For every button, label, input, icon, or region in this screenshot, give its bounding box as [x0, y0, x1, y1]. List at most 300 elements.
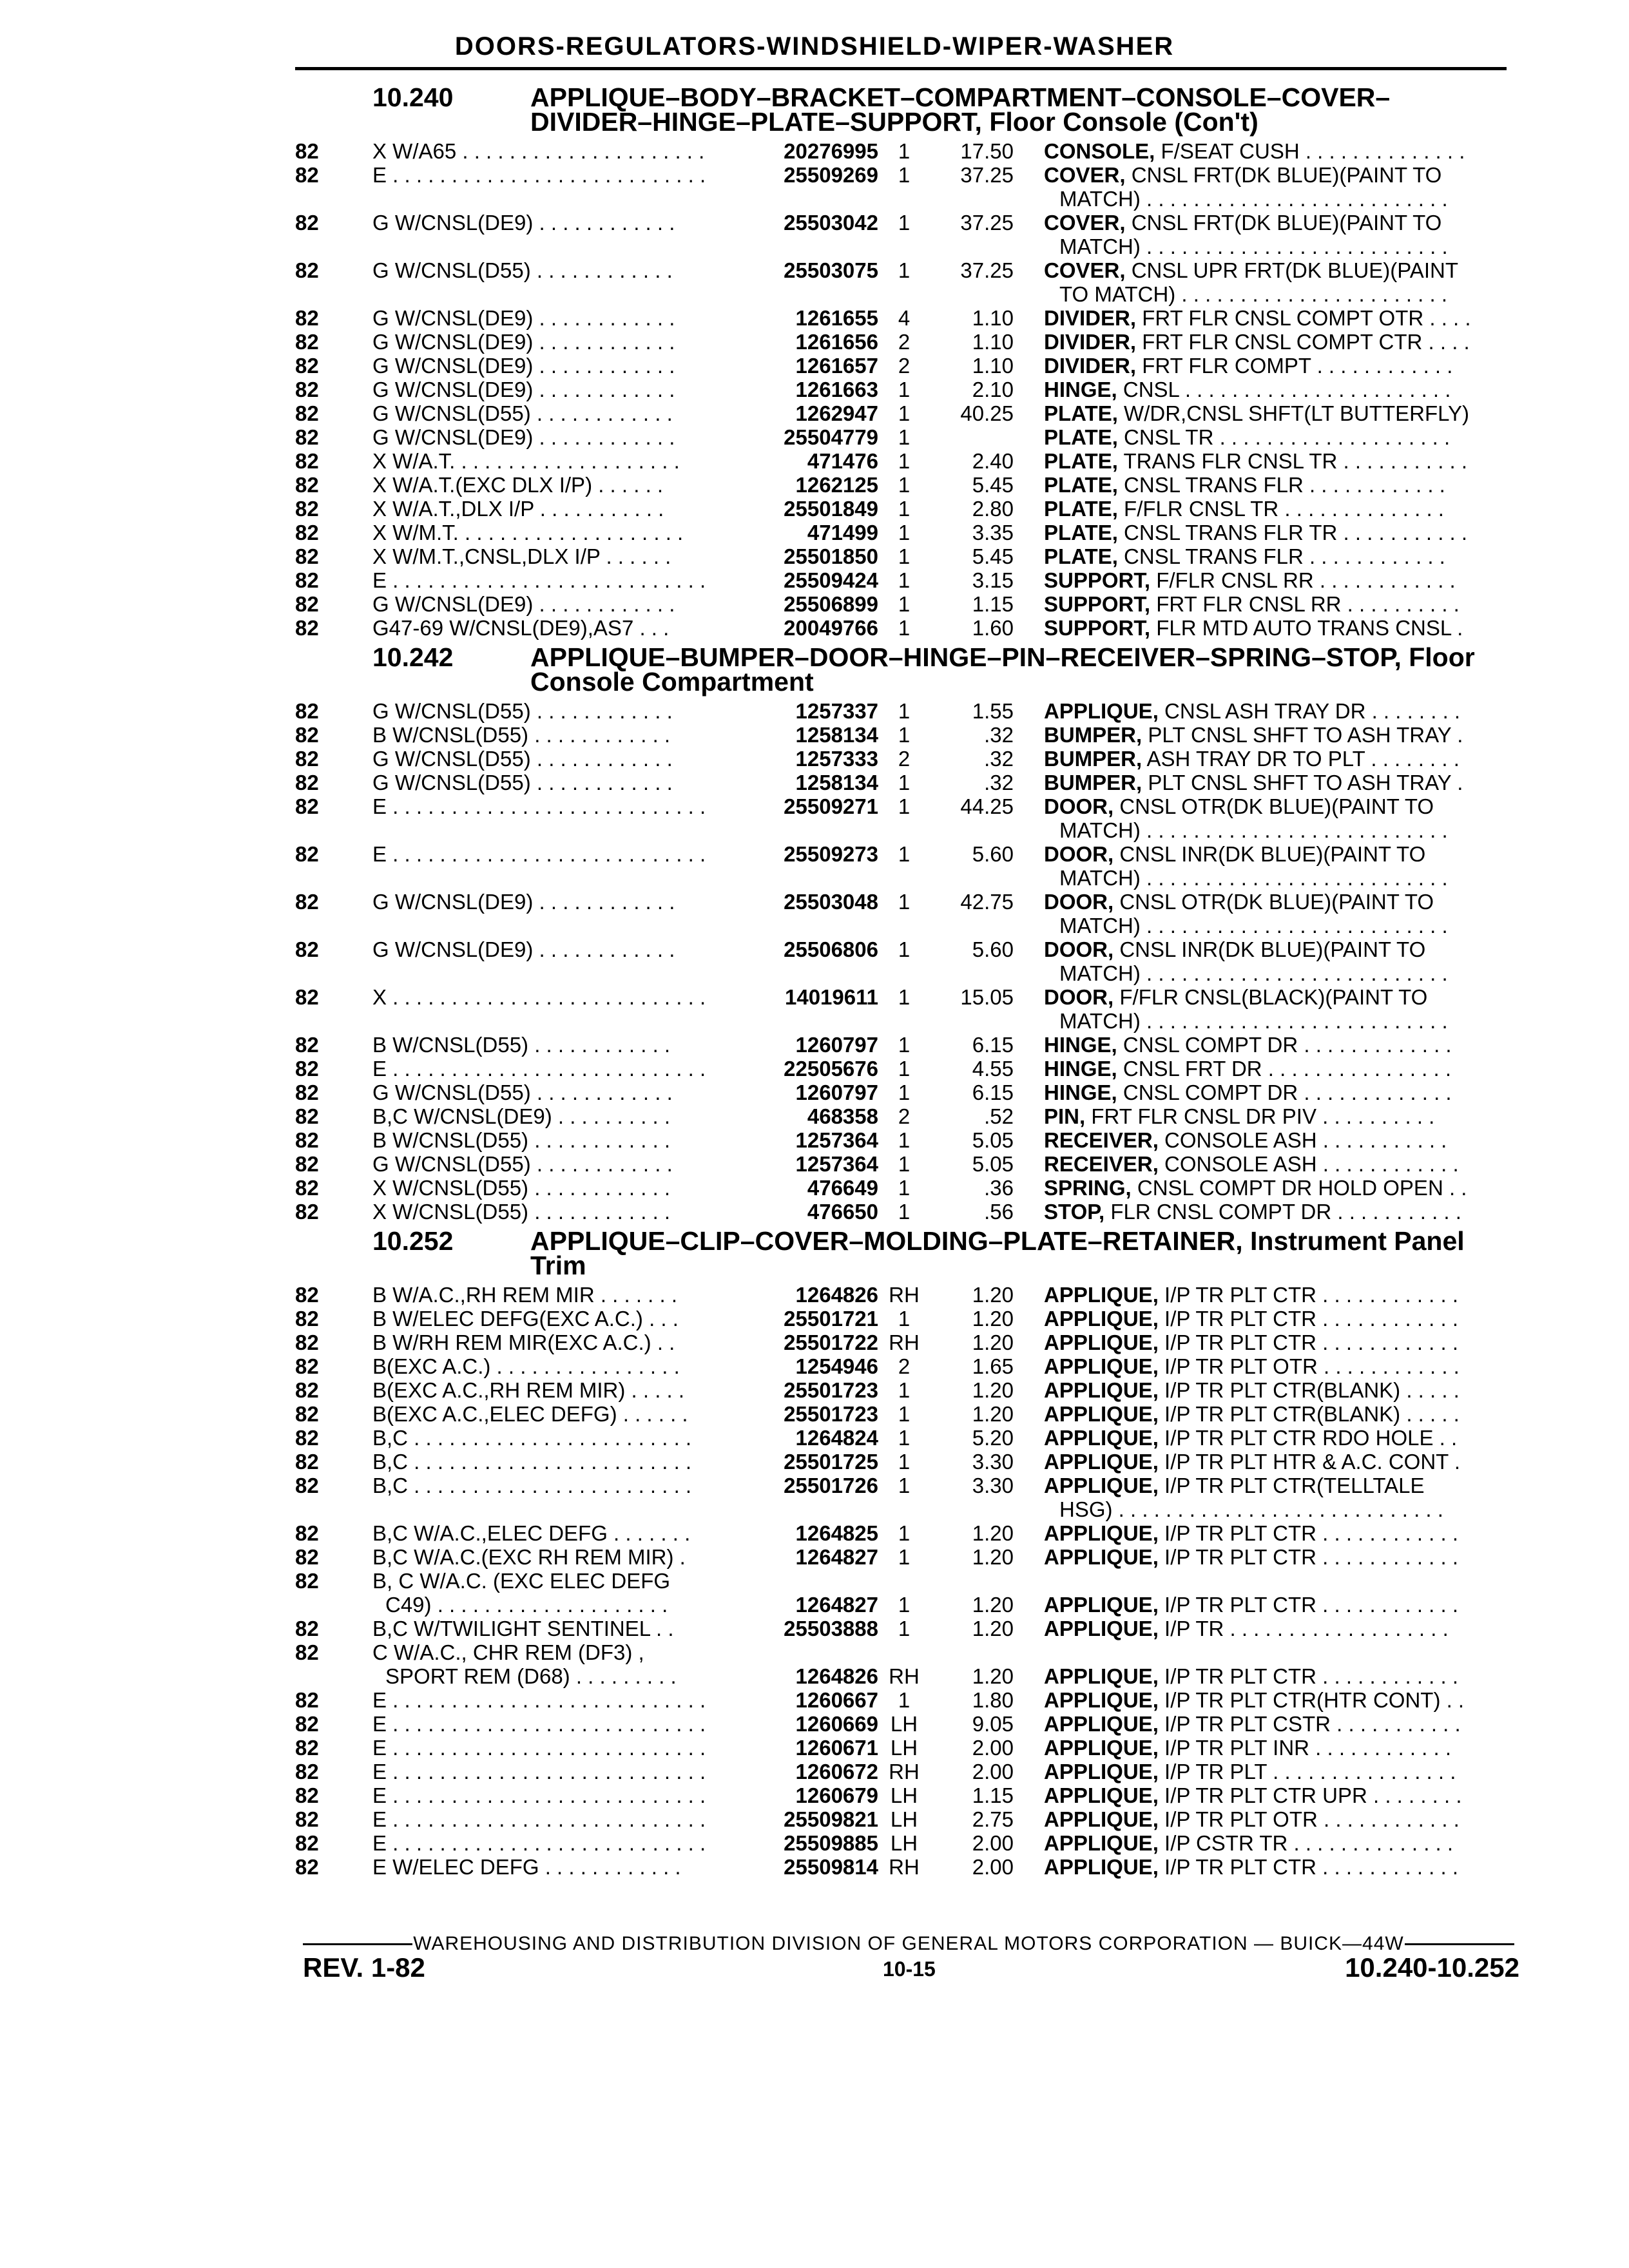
catalog-section — [295, 642, 1507, 1224]
description — [1044, 1736, 1507, 1760]
usage-code: G W/CNSL(DE9) . . . . . . . . . . . . — [372, 937, 675, 961]
part-number: 1264827 — [795, 1593, 878, 1617]
description — [1044, 1712, 1507, 1736]
description — [1044, 1057, 1507, 1081]
usage-code: B W/CNSL(D55) . . . . . . . . . . . . — [372, 723, 671, 747]
description-text: CNSL TRANS FLR TR . . . . . . . . . . . — [1117, 521, 1468, 544]
description-text: PLT CNSL SHFT TO ASH TRAY . — [1142, 723, 1463, 747]
description — [1044, 1354, 1507, 1378]
header-rule — [295, 67, 1507, 70]
group-number: 82 — [295, 568, 319, 592]
description — [1044, 163, 1507, 187]
quantity: 2 — [898, 354, 911, 378]
description-continuation: HSG) . . . . . . . . . . . . . . . . . . . . . . . . . . . . — [1059, 1497, 1443, 1521]
quantity: 1 — [898, 1128, 911, 1152]
price: 5.05 — [972, 1152, 1014, 1176]
price: 1.20 — [972, 1283, 1014, 1307]
description-text: I/P TR PLT OTR . . . . . . . . . . . . — [1158, 1354, 1460, 1378]
description-noun: DIVIDER, — [1044, 306, 1137, 330]
part-row — [295, 211, 1507, 258]
price: 1.80 — [972, 1688, 1014, 1712]
usage-code: B,C W/CNSL(DE9) . . . . . . . . . . — [372, 1104, 671, 1128]
group-number: 82 — [295, 1688, 319, 1712]
group-number: 82 — [295, 1354, 319, 1378]
quantity: 1 — [898, 1200, 911, 1224]
usage-code: G W/CNSL(D55) . . . . . . . . . . . . — [372, 699, 673, 723]
usage-code: G W/CNSL(D55) . . . . . . . . . . . . — [372, 771, 673, 794]
usage-code: G W/CNSL(DE9) . . . . . . . . . . . . — [372, 890, 675, 914]
description-text: CNSL . . . . . . . . . . . . . . . . . . . . . . . — [1117, 378, 1451, 401]
part-number: 25501723 — [784, 1402, 878, 1426]
group-number: 82 — [295, 592, 319, 616]
usage-code: B,C W/A.C.,ELEC DEFG . . . . . . . — [372, 1521, 691, 1545]
description-noun: STOP, — [1044, 1200, 1105, 1224]
price: 5.45 — [972, 473, 1014, 497]
description — [1044, 449, 1507, 473]
group-number: 82 — [295, 1081, 319, 1104]
description-noun: DIVIDER, — [1044, 354, 1137, 378]
description — [1044, 497, 1507, 521]
description-text: W/DR,CNSL SHFT(LT BUTTERFLY) — [1117, 401, 1470, 425]
section-heading — [295, 82, 1507, 137]
description-noun: APPLIQUE, — [1044, 1593, 1159, 1617]
part-number: 1262947 — [795, 401, 878, 425]
quantity: 1 — [898, 139, 911, 163]
description-text: PLT CNSL SHFT TO ASH TRAY . — [1142, 771, 1463, 794]
group-number: 82 — [295, 1128, 319, 1152]
description-text: FRT FLR CNSL DR PIV . . . . . . . . . . — [1085, 1104, 1435, 1128]
part-row — [295, 1152, 1507, 1176]
part-row — [295, 1831, 1507, 1855]
group-number: 82 — [295, 747, 319, 771]
description-text: CNSL TRANS FLR . . . . . . . . . . . . — [1117, 473, 1445, 497]
part-row — [295, 1450, 1507, 1474]
part-row — [295, 1354, 1507, 1378]
quantity: 1 — [898, 521, 911, 544]
description-text: I/P TR PLT CTR . . . . . . . . . . . . — [1158, 1855, 1459, 1879]
description-text: FRT FLR CNSL COMPT CTR . . . . — [1136, 330, 1470, 354]
description-text: I/P TR PLT CTR(BLANK) . . . . . — [1158, 1402, 1460, 1426]
group-number: 82 — [295, 1640, 319, 1664]
group-number: 82 — [295, 723, 319, 747]
group-number: 82 — [295, 425, 319, 449]
quantity: LH — [890, 1736, 918, 1760]
part-row — [295, 937, 1507, 985]
usage-code: B W/A.C.,RH REM MIR . . . . . . . — [372, 1283, 678, 1307]
usage-code: G W/CNSL(DE9) . . . . . . . . . . . . — [372, 354, 675, 378]
description-noun: APPLIQUE, — [1044, 1450, 1159, 1474]
description-noun: DOOR, — [1044, 937, 1114, 961]
quantity: RH — [889, 1283, 920, 1307]
price: 2.80 — [972, 497, 1014, 521]
description-text: CNSL TRANS FLR . . . . . . . . . . . . — [1117, 544, 1445, 568]
group-number: 82 — [295, 616, 319, 640]
usage-code: G W/CNSL(D55) . . . . . . . . . . . . — [372, 1081, 673, 1104]
part-row — [295, 521, 1507, 544]
group-number: 82 — [295, 1617, 319, 1640]
description-noun: APPLIQUE, — [1044, 1712, 1159, 1736]
description-continuation: MATCH) . . . . . . . . . . . . . . . . . . . . . . . . . . — [1059, 866, 1448, 890]
usage-code: X W/CNSL(D55) . . . . . . . . . . . . — [372, 1200, 671, 1224]
part-number: 25501725 — [784, 1450, 878, 1474]
description — [1044, 1545, 1507, 1569]
description-noun: APPLIQUE, — [1044, 1760, 1159, 1783]
description-continuation: MATCH) . . . . . . . . . . . . . . . . . . . . . . . . . . — [1059, 818, 1448, 842]
group-number: 82 — [295, 378, 319, 401]
description — [1044, 699, 1507, 723]
part-number: 25501723 — [784, 1378, 878, 1402]
part-number: 14019611 — [784, 985, 878, 1009]
description-continuation: MATCH) . . . . . . . . . . . . . . . . . . . . . . . . . . — [1059, 1009, 1448, 1033]
group-number: 82 — [295, 1855, 319, 1879]
section-range: 10.240-10.252 — [1345, 1952, 1519, 1983]
price: 40.25 — [960, 401, 1014, 425]
part-number: 1261657 — [795, 354, 878, 378]
description-noun: SUPPORT, — [1044, 568, 1151, 592]
description — [1044, 211, 1507, 235]
part-number: 1264825 — [795, 1521, 878, 1545]
part-number: 1264824 — [795, 1426, 878, 1450]
group-number: 82 — [295, 794, 319, 818]
part-number: 25509814 — [784, 1855, 878, 1879]
description-noun: BUMPER, — [1044, 747, 1142, 771]
usage-code: G W/CNSL(DE9) . . . . . . . . . . . . — [372, 378, 675, 401]
usage-code: E . . . . . . . . . . . . . . . . . . . . . . . . . . . — [372, 1807, 706, 1831]
description-text: I/P TR PLT CTR . . . . . . . . . . . . — [1158, 1521, 1459, 1545]
usage-code: G W/CNSL(DE9) . . . . . . . . . . . . — [372, 592, 675, 616]
group-number: 82 — [295, 1569, 319, 1593]
part-row — [295, 1855, 1507, 1879]
part-number: 1260672 — [795, 1760, 878, 1783]
group-number: 82 — [295, 985, 319, 1009]
description-text: CNSL COMPT DR HOLD OPEN . . — [1131, 1176, 1467, 1200]
group-number: 82 — [295, 842, 319, 866]
description-noun: RECEIVER, — [1044, 1152, 1159, 1176]
description-text: F/FLR CNSL(BLACK)(PAINT TO — [1113, 985, 1428, 1009]
price: 1.55 — [972, 699, 1014, 723]
part-row — [295, 354, 1507, 378]
description-text: I/P TR PLT . . . . . . . . . . . . . . . . — [1158, 1760, 1456, 1783]
description — [1044, 1331, 1507, 1354]
part-row — [295, 1176, 1507, 1200]
quantity: 1 — [898, 544, 911, 568]
group-number: 82 — [295, 1807, 319, 1831]
part-row — [295, 1426, 1507, 1450]
group-number: 82 — [295, 1307, 319, 1331]
description-noun: HINGE, — [1044, 1033, 1117, 1057]
price: 9.05 — [972, 1712, 1014, 1736]
description — [1044, 473, 1507, 497]
part-row — [295, 1736, 1507, 1760]
quantity: 1 — [898, 1474, 911, 1497]
group-number: 82 — [295, 211, 319, 235]
quantity: 2 — [898, 330, 911, 354]
description — [1044, 1402, 1507, 1426]
description-continuation: TO MATCH) . . . . . . . . . . . . . . . . . . . . . . . — [1059, 282, 1448, 306]
description — [1044, 1664, 1507, 1688]
description-noun: HINGE, — [1044, 1081, 1117, 1104]
part-row — [295, 1081, 1507, 1104]
part-number: 25509821 — [784, 1807, 878, 1831]
part-row — [295, 1688, 1507, 1712]
part-number: 25501721 — [784, 1307, 878, 1331]
price: 6.15 — [972, 1081, 1014, 1104]
usage-code: E . . . . . . . . . . . . . . . . . . . . . . . . . . . — [372, 1783, 706, 1807]
group-number: 82 — [295, 1736, 319, 1760]
description — [1044, 985, 1507, 1009]
description-noun: SPRING, — [1044, 1176, 1132, 1200]
part-row — [295, 1033, 1507, 1057]
group-number: 82 — [295, 1712, 319, 1736]
usage-code: G47-69 W/CNSL(DE9),AS7 . . . — [372, 616, 670, 640]
price: 2.00 — [972, 1855, 1014, 1879]
description — [1044, 1760, 1507, 1783]
description-text: I/P TR PLT CTR UPR . . . . . . . . — [1158, 1783, 1462, 1807]
quantity: 1 — [898, 473, 911, 497]
quantity: 1 — [898, 497, 911, 521]
group-number: 82 — [295, 1521, 319, 1545]
part-number: 25509273 — [784, 842, 878, 866]
description — [1044, 1450, 1507, 1474]
quantity: 1 — [898, 1152, 911, 1176]
description-text: CNSL ASH TRAY DR . . . . . . . . — [1158, 699, 1461, 723]
section-number: 10.252 — [372, 1226, 454, 1256]
description — [1044, 842, 1507, 866]
description-text: CNSL OTR(DK BLUE)(PAINT TO — [1113, 794, 1434, 818]
description — [1044, 306, 1507, 330]
part-row — [295, 1545, 1507, 1569]
part-number: 1264826 — [795, 1283, 878, 1307]
description-noun: DIVIDER, — [1044, 330, 1137, 354]
usage-code: X W/M.T.,CNSL,DLX I/P . . . . . . — [372, 544, 671, 568]
usage-code: G W/CNSL(D55) . . . . . . . . . . . . — [372, 258, 673, 282]
description-noun: APPLIQUE, — [1044, 1688, 1159, 1712]
group-number: 82 — [295, 1152, 319, 1176]
part-number: 25509271 — [784, 794, 878, 818]
price: 37.25 — [960, 163, 1014, 187]
part-number: 476649 — [807, 1176, 878, 1200]
description — [1044, 890, 1507, 914]
usage-code: E . . . . . . . . . . . . . . . . . . . . . . . . . . . — [372, 842, 706, 866]
usage-code: G W/CNSL(DE9) . . . . . . . . . . . . — [372, 306, 675, 330]
group-number: 82 — [295, 330, 319, 354]
description — [1044, 568, 1507, 592]
group-number: 82 — [295, 1402, 319, 1426]
price: 3.30 — [972, 1474, 1014, 1497]
price: .56 — [984, 1200, 1014, 1224]
usage-code: X W/M.T. . . . . . . . . . . . . . . . . . . . — [372, 521, 684, 544]
price: 37.25 — [960, 211, 1014, 235]
usage-code-line2: SPORT REM (D68) . . . . . . . . . — [385, 1664, 677, 1688]
description-text: CONSOLE ASH . . . . . . . . . . . . — [1158, 1152, 1459, 1176]
description-text: F/FLR CNSL TR . . . . . . . . . . . . . . — [1117, 497, 1444, 521]
group-number: 82 — [295, 1450, 319, 1474]
part-row — [295, 699, 1507, 723]
group-number: 82 — [295, 771, 319, 794]
description-noun: APPLIQUE, — [1044, 1617, 1159, 1640]
quantity: 1 — [898, 568, 911, 592]
part-number: 25503048 — [784, 890, 878, 914]
price: 15.05 — [960, 985, 1014, 1009]
description-noun: PIN, — [1044, 1104, 1086, 1128]
price: 3.30 — [972, 1450, 1014, 1474]
description-noun: APPLIQUE, — [1044, 1283, 1159, 1307]
description — [1044, 1426, 1507, 1450]
quantity: LH — [890, 1712, 918, 1736]
group-number: 82 — [295, 1331, 319, 1354]
group-number: 82 — [295, 1378, 319, 1402]
description — [1044, 1807, 1507, 1831]
description-noun: PLATE, — [1044, 473, 1118, 497]
usage-code: E . . . . . . . . . . . . . . . . . . . . . . . . . . . — [372, 1712, 706, 1736]
description-noun: APPLIQUE, — [1044, 1331, 1159, 1354]
price: .32 — [984, 771, 1014, 794]
quantity: 1 — [898, 449, 911, 473]
quantity: 1 — [898, 1545, 911, 1569]
price: 2.00 — [972, 1760, 1014, 1783]
description — [1044, 1378, 1507, 1402]
quantity: 1 — [898, 211, 911, 235]
price: 4.55 — [972, 1057, 1014, 1081]
quantity: 2 — [898, 1354, 911, 1378]
usage-code: G W/CNSL(DE9) . . . . . . . . . . . . — [372, 330, 675, 354]
usage-code: E . . . . . . . . . . . . . . . . . . . . . . . . . . . — [372, 1736, 706, 1760]
part-number: 1257337 — [795, 699, 878, 723]
group-number: 82 — [295, 1426, 319, 1450]
part-row — [295, 497, 1507, 521]
part-number: 25501849 — [784, 497, 878, 521]
part-row — [295, 842, 1507, 890]
page-title: DOORS-REGULATORS-WINDSHIELD-WIPER-WASHER — [454, 32, 1175, 61]
quantity: 1 — [898, 1688, 911, 1712]
quantity: 1 — [898, 425, 911, 449]
description — [1044, 1081, 1507, 1104]
usage-code: B(EXC A.C.) . . . . . . . . . . . . . . . . — [372, 1354, 680, 1378]
quantity: LH — [890, 1831, 918, 1855]
description-text: I/P TR PLT CTR . . . . . . . . . . . . — [1158, 1593, 1459, 1617]
usage-code-line1: C W/A.C., CHR REM (DF3) , — [372, 1640, 644, 1664]
quantity: LH — [890, 1783, 918, 1807]
description-text: CNSL FRT(DK BLUE)(PAINT TO — [1125, 211, 1442, 235]
quantity: 1 — [898, 1521, 911, 1545]
description-noun: HINGE, — [1044, 378, 1117, 401]
description — [1044, 1283, 1507, 1307]
group-number: 82 — [295, 1760, 319, 1783]
quantity: 1 — [898, 592, 911, 616]
description — [1044, 592, 1507, 616]
quantity: 1 — [898, 1176, 911, 1200]
part-row — [295, 1104, 1507, 1128]
price: 3.15 — [972, 568, 1014, 592]
part-row — [295, 1521, 1507, 1545]
part-row — [295, 890, 1507, 937]
usage-code: B W/CNSL(D55) . . . . . . . . . . . . — [372, 1033, 671, 1057]
usage-code: E . . . . . . . . . . . . . . . . . . . . . . . . . . . — [372, 163, 706, 187]
part-number: 25503888 — [784, 1617, 878, 1640]
description — [1044, 1176, 1507, 1200]
section-number: 10.242 — [372, 642, 454, 672]
part-number: 25509424 — [784, 568, 878, 592]
usage-code: B W/CNSL(D55) . . . . . . . . . . . . — [372, 1128, 671, 1152]
description-text: I/P TR PLT CTR(HTR CONT) . . — [1158, 1688, 1465, 1712]
description-noun: DOOR, — [1044, 985, 1114, 1009]
description-noun: PLATE, — [1044, 521, 1118, 544]
description-noun: APPLIQUE, — [1044, 1831, 1159, 1855]
part-number: 25509885 — [784, 1831, 878, 1855]
quantity: 1 — [898, 616, 911, 640]
price: 3.35 — [972, 521, 1014, 544]
part-row — [295, 1640, 1507, 1688]
description-noun: BUMPER, — [1044, 771, 1142, 794]
part-number: 1260797 — [795, 1033, 878, 1057]
group-number: 82 — [295, 544, 319, 568]
part-number: 25506806 — [784, 937, 878, 961]
quantity: 1 — [898, 937, 911, 961]
description — [1044, 1831, 1507, 1855]
description — [1044, 1783, 1507, 1807]
description-noun: APPLIQUE, — [1044, 1736, 1159, 1760]
group-number: 82 — [295, 1033, 319, 1057]
group-number: 82 — [295, 1474, 319, 1497]
catalog-section — [295, 1226, 1507, 1879]
usage-code: B,C W/TWILIGHT SENTINEL . . — [372, 1617, 674, 1640]
part-row — [295, 449, 1507, 473]
description-noun: DOOR, — [1044, 794, 1114, 818]
description-text: CNSL COMPT DR . . . . . . . . . . . . . — [1117, 1033, 1452, 1057]
description — [1044, 794, 1507, 818]
description — [1044, 1474, 1507, 1497]
group-number: 82 — [295, 163, 319, 187]
part-number: 471476 — [807, 449, 878, 473]
usage-code: E . . . . . . . . . . . . . . . . . . . . . . . . . . . — [372, 568, 706, 592]
description — [1044, 1200, 1507, 1224]
description — [1044, 747, 1507, 771]
usage-code: B,C . . . . . . . . . . . . . . . . . . . . . . . . — [372, 1426, 692, 1450]
description-text: I/P TR PLT CTR(TELLTALE — [1158, 1474, 1425, 1497]
usage-code: B W/ELEC DEFG(EXC A.C.) . . . — [372, 1307, 679, 1331]
price: 1.20 — [972, 1521, 1014, 1545]
price: 1.20 — [972, 1331, 1014, 1354]
quantity: 2 — [898, 1104, 911, 1128]
description — [1044, 1152, 1507, 1176]
group-number: 82 — [295, 306, 319, 330]
section-title: APPLIQUE–BODY–BRACKET–COMPARTMENT–CONSOLE–COVER–DIVIDER–HINGE–PLATE–SUPPORT, Floor Console (Con't) — [530, 82, 1391, 137]
price: 2.10 — [972, 378, 1014, 401]
group-number: 82 — [295, 497, 319, 521]
description-noun: PLATE, — [1044, 425, 1118, 449]
quantity: 1 — [898, 723, 911, 747]
part-number: 1262125 — [795, 473, 878, 497]
description-noun: COVER, — [1044, 258, 1126, 282]
part-number: 1258134 — [795, 771, 878, 794]
price: 44.25 — [960, 794, 1014, 818]
group-number: 82 — [295, 1176, 319, 1200]
price: 1.20 — [972, 1593, 1014, 1617]
description-noun: PLATE, — [1044, 544, 1118, 568]
description-noun: APPLIQUE, — [1044, 1426, 1159, 1450]
part-row — [295, 1402, 1507, 1426]
price: 42.75 — [960, 890, 1014, 914]
part-number: 25501850 — [784, 544, 878, 568]
quantity: 1 — [898, 378, 911, 401]
usage-code: G W/CNSL(D55) . . . . . . . . . . . . — [372, 747, 673, 771]
part-number: 1257364 — [795, 1128, 878, 1152]
description-noun: SUPPORT, — [1044, 592, 1151, 616]
quantity: 1 — [898, 985, 911, 1009]
usage-code: E W/ELEC DEFG . . . . . . . . . . . . — [372, 1855, 681, 1879]
footer-division: WAREHOUSING AND DISTRIBUTION DIVISION OF GENERAL MOTORS CORPORATION — BUICK—44W — [413, 1933, 1404, 1954]
part-number: 1264826 — [795, 1664, 878, 1688]
